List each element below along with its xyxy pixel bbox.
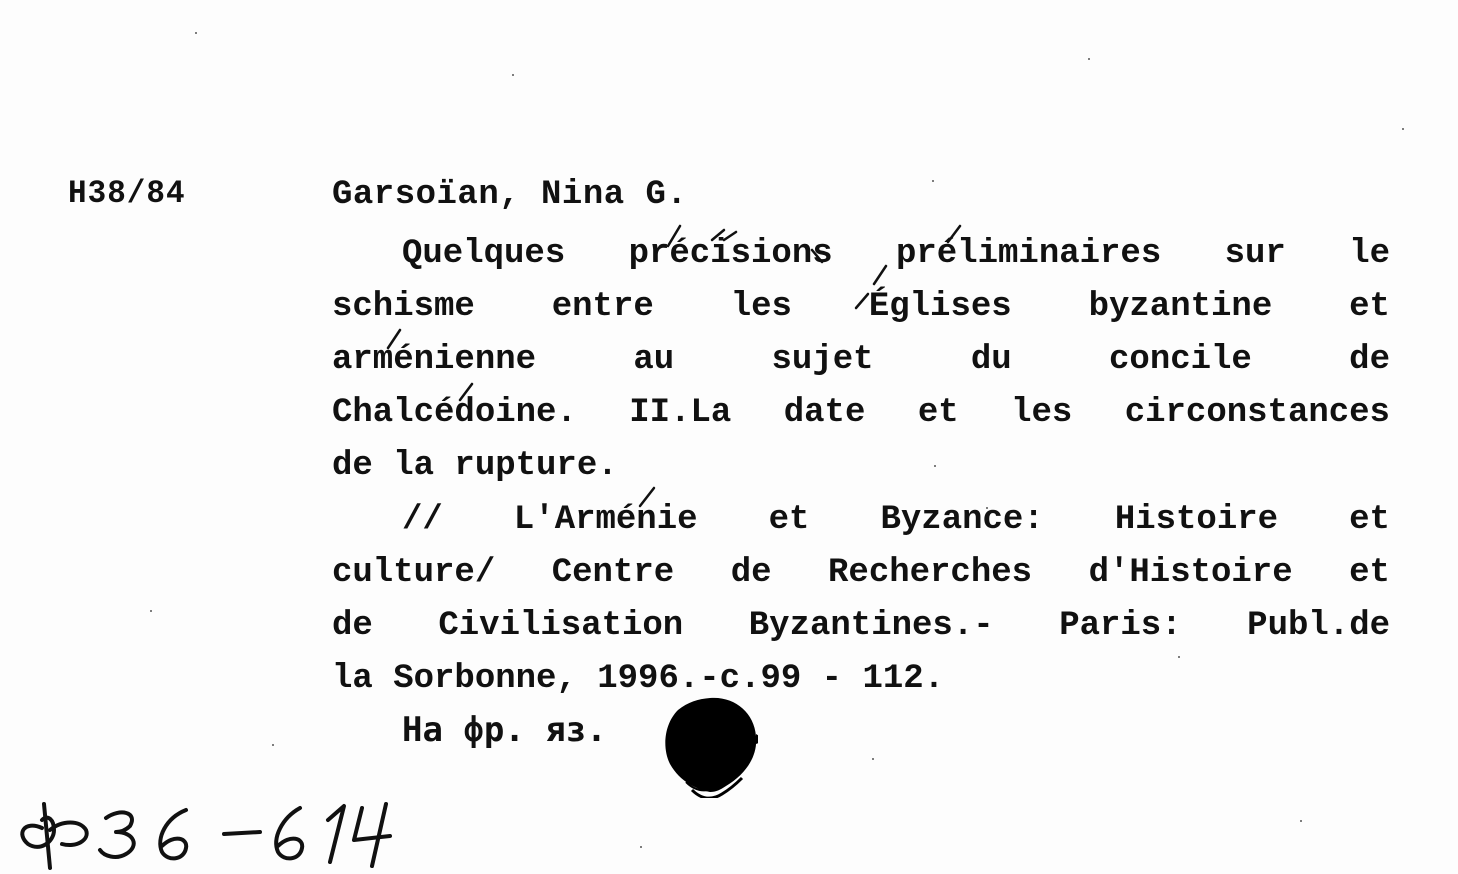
- source-word: Byzantines.-: [748, 607, 994, 645]
- source-word: et: [1349, 554, 1390, 592]
- source-word: L'Arménie: [513, 501, 698, 539]
- source-line: [332, 600, 1390, 653]
- title-word: préliminaires: [896, 235, 1162, 273]
- title-line: [332, 387, 1390, 440]
- source-word: Civilisation: [438, 607, 684, 645]
- title-word: II.La: [629, 394, 732, 432]
- title-word: Églises: [868, 288, 1012, 326]
- scan-speck: [195, 32, 197, 34]
- title-word: arménienne: [332, 341, 537, 379]
- source-word: de: [730, 554, 772, 592]
- source-word: Recherches: [828, 554, 1033, 592]
- source-word: et: [768, 501, 810, 539]
- title-word: le: [1349, 235, 1390, 273]
- title-word: de la rupture.: [332, 447, 618, 485]
- title-word: byzantine: [1088, 288, 1273, 326]
- source-word: Byzance:: [880, 501, 1044, 539]
- title-word: et: [917, 394, 959, 432]
- source-line: [332, 547, 1390, 600]
- scan-speck: [272, 744, 274, 746]
- scan-speck: [1402, 128, 1404, 130]
- title-word: entre: [551, 288, 654, 326]
- title-word: date: [783, 394, 866, 432]
- title-word: concile: [1109, 341, 1252, 379]
- source-word: de: [332, 607, 373, 645]
- scan-speck: [640, 846, 642, 848]
- scan-speck: [512, 74, 514, 76]
- title-line: [332, 228, 1390, 281]
- scan-speck: [150, 610, 152, 612]
- scan-speck: [1300, 820, 1302, 822]
- title-word: précisions: [628, 235, 833, 273]
- source-word: Centre: [551, 554, 675, 592]
- ink-blot: [662, 694, 758, 798]
- title-word: au: [633, 341, 675, 379]
- source-word: d'Histoire: [1088, 554, 1293, 592]
- scan-speck: [1088, 58, 1090, 60]
- handwritten-number: [10, 790, 410, 870]
- source-word: //: [402, 501, 443, 539]
- title-word: les: [730, 288, 792, 326]
- title-word: de: [1349, 341, 1390, 379]
- source-line: [332, 494, 1390, 547]
- language-note: На фр. яз.: [402, 710, 607, 750]
- source-word: et: [1349, 501, 1390, 539]
- title-word: schisme: [332, 288, 475, 326]
- title-block: [332, 228, 1390, 493]
- scan-speck: [872, 758, 874, 760]
- title-word: Quelques: [402, 235, 566, 273]
- title-line: [332, 281, 1390, 334]
- title-line: [332, 334, 1390, 387]
- author-name: Garsoïan, Nina G.: [332, 176, 688, 214]
- title-word: circonstances: [1124, 394, 1390, 432]
- source-word: la Sorbonne, 1996.-c.99 - 112.: [332, 660, 945, 698]
- title-word: Chalcédoine.: [332, 394, 577, 432]
- shelfmark: H38/84: [68, 176, 186, 213]
- source-word: Paris:: [1059, 607, 1182, 645]
- scan-speck: [932, 180, 934, 182]
- source-word: Histoire: [1114, 501, 1279, 539]
- source-line: [332, 653, 1390, 706]
- title-word: du: [970, 341, 1012, 379]
- title-word: sujet: [771, 341, 874, 379]
- title-word: les: [1011, 394, 1073, 432]
- title-word: et: [1349, 288, 1390, 326]
- title-word: sur: [1224, 235, 1286, 273]
- source-word: Publ.de: [1247, 607, 1390, 645]
- title-line: [332, 440, 1390, 493]
- source-word: culture/: [332, 554, 496, 592]
- source-block: [332, 494, 1390, 706]
